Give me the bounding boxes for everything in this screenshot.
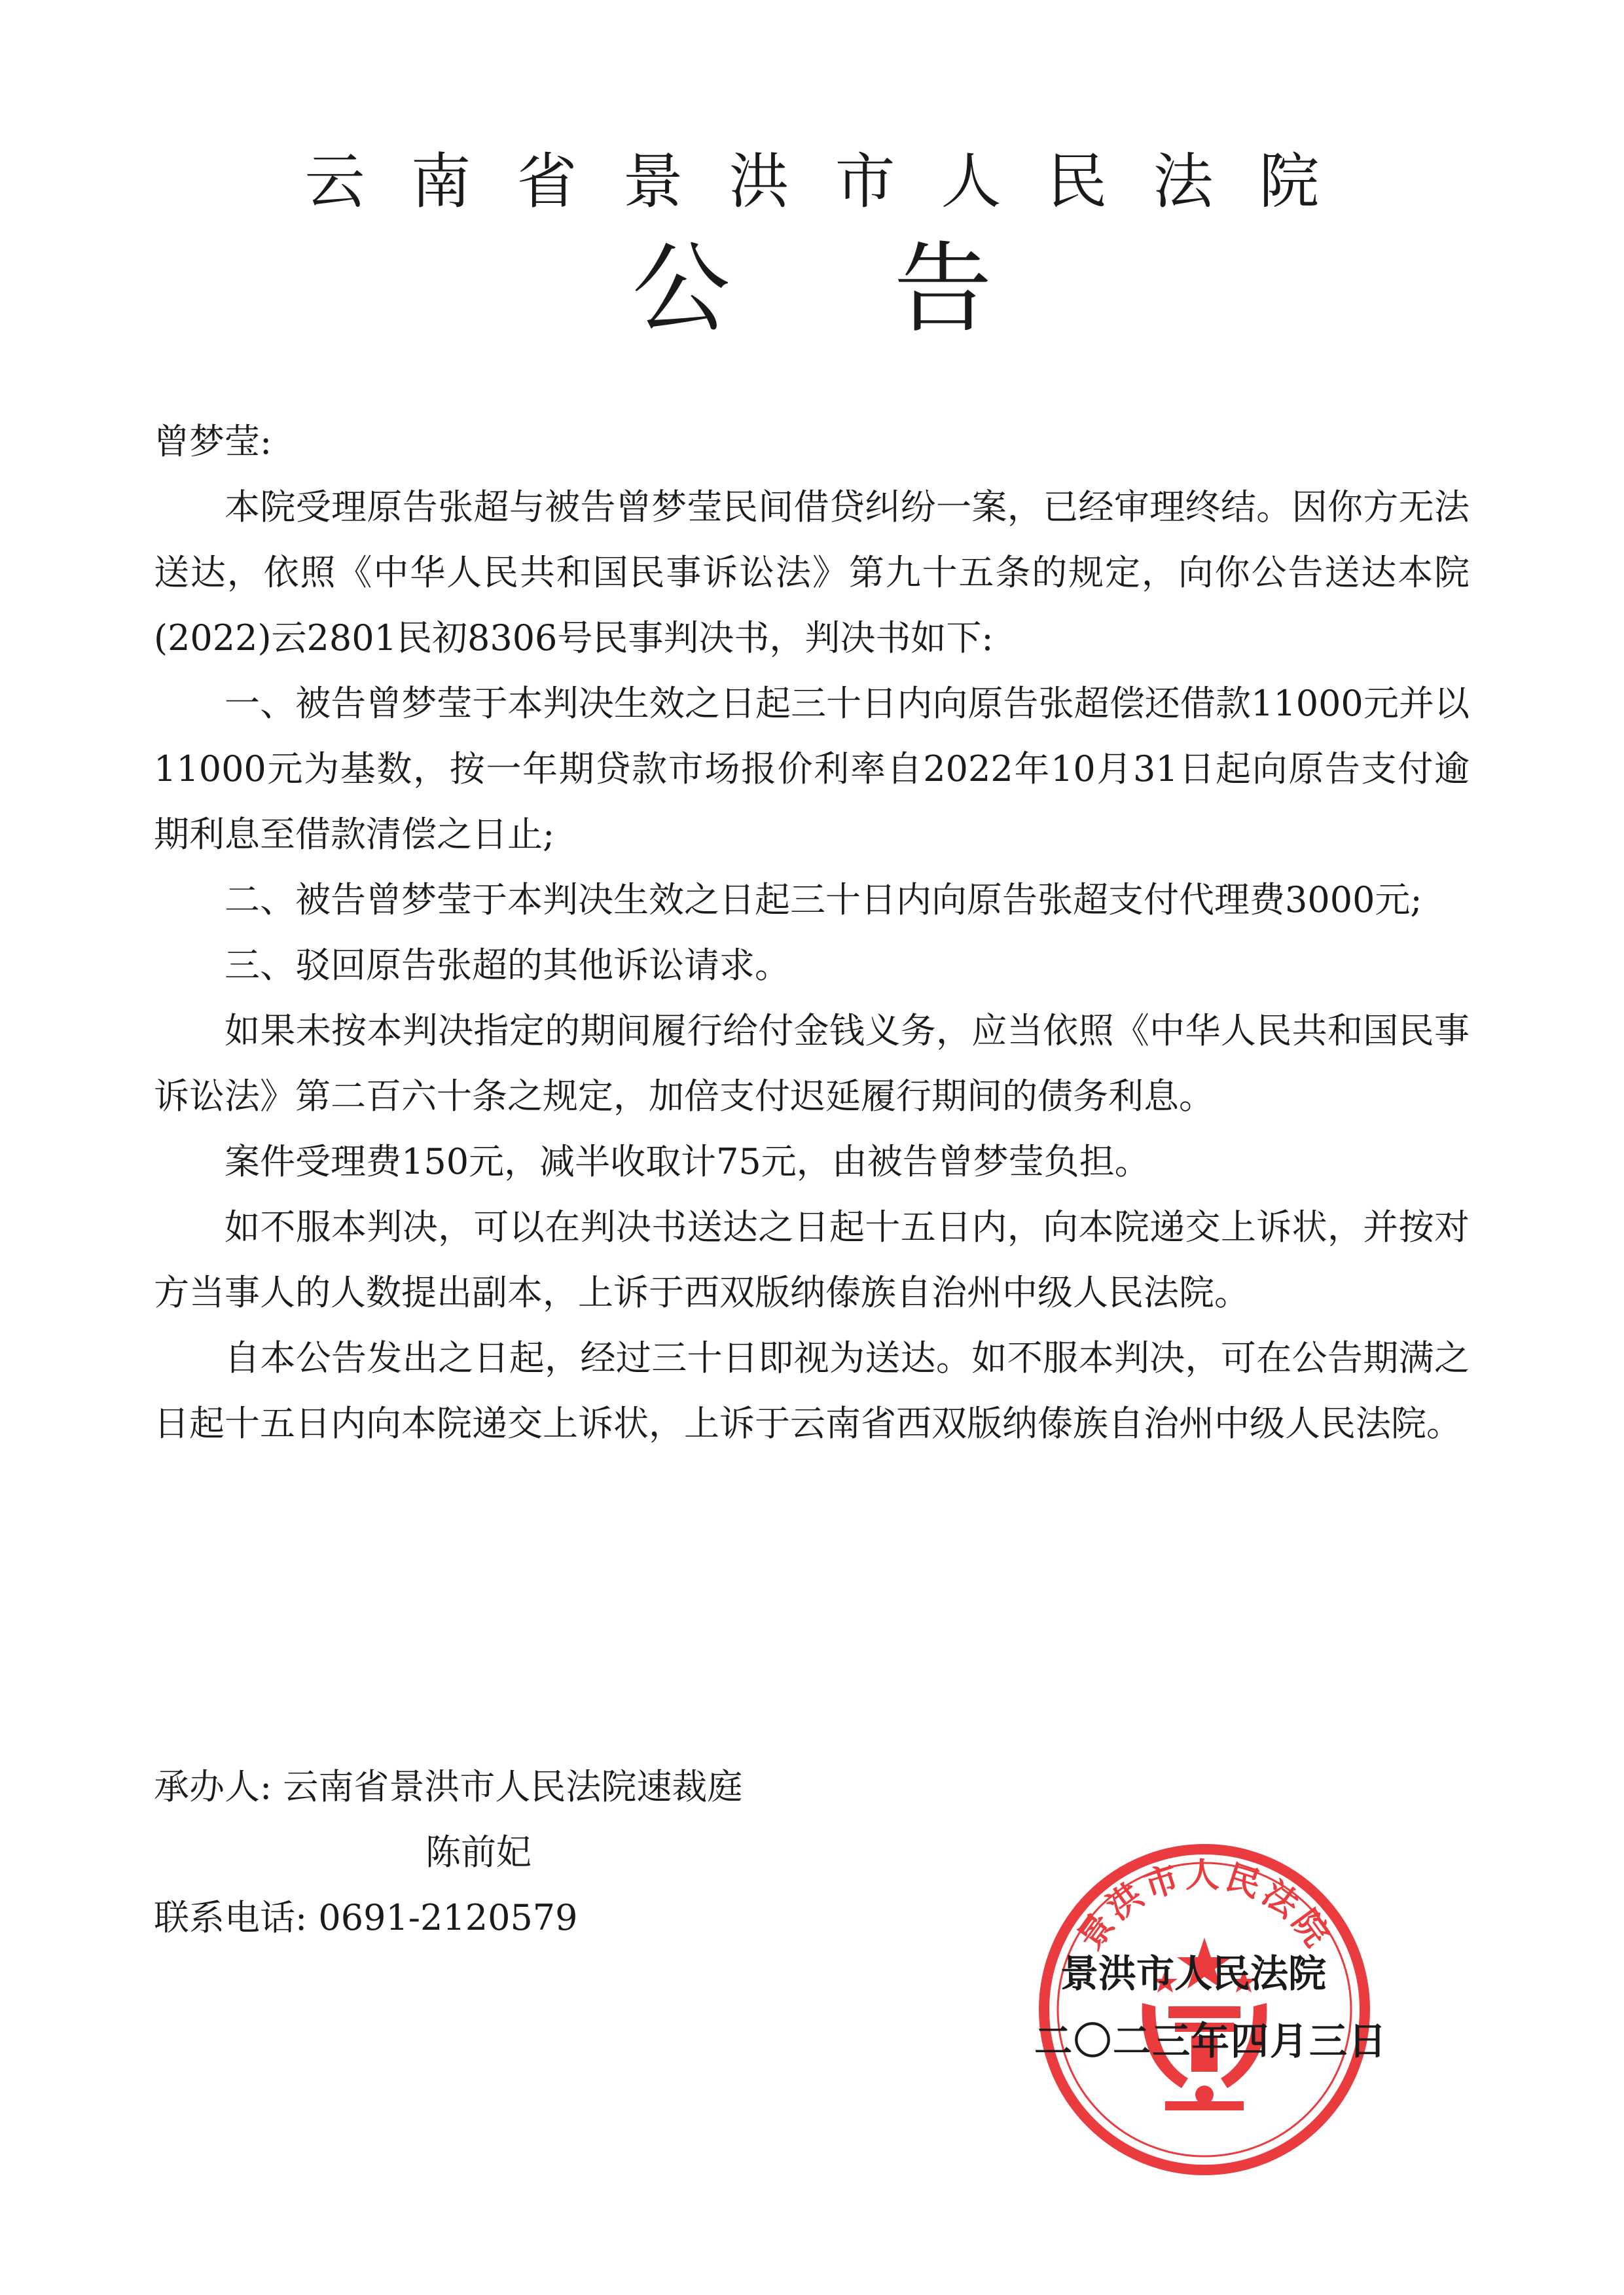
handler-name: 陈前妃 xyxy=(425,1832,532,1873)
contact-phone: 联系电话: 0691-2120579 xyxy=(154,1897,578,1938)
handler-line: 承办人: 云南省景洪市人民法院速裁庭 xyxy=(154,1766,743,1807)
paragraph-service-notice: 自本公告发出之日起，经过三十日即视为送达。如不服本判决，可在公告期满之日起十五日内向本院递交上诉状，上诉于云南省西双版纳傣族自治州中级人民法院。 xyxy=(154,1337,1470,1444)
paragraph-case-fee: 案件受理费150元，减半收取计75元，由被告曾梦莹负担。 xyxy=(225,1141,1150,1182)
paragraph-delay-interest: 如果未按本判决指定的期间履行给付金钱义务，应当依照《中华人民共和国民事诉讼法》第二百六十条之规定，加倍支付迟延履行期间的债务利息。 xyxy=(154,1010,1470,1117)
addressee: 曾梦莹: xyxy=(154,421,272,462)
signature-court: 景洪市人民法院 xyxy=(1060,1951,1327,1996)
court-name-heading: 云南省景洪市人民法院 xyxy=(304,147,1365,217)
notice-title: 公告 xyxy=(632,232,1156,346)
paragraph-ruling-3: 三、驳回原告张超的其他诉讼请求。 xyxy=(225,945,790,986)
seal-text: 景洪市人民法院 xyxy=(1070,1855,1339,1957)
paragraph-ruling-2: 二、被告曾梦莹于本判决生效之日起三十日内向原告张超支付代理费3000元; xyxy=(225,879,1422,920)
signature-date: 二〇二三年四月三日 xyxy=(1034,2019,1388,2063)
paragraph-appeal: 如不服本判决，可以在判决书送达之日起十五日内，向本院递交上诉状，并按对方当事人的人数提出副本，上诉于西双版纳傣族自治州中级人民法院。 xyxy=(154,1206,1470,1313)
paragraph-ruling-1: 一、被告曾梦莹于本判决生效之日起三十日内向原告张超偿还借款11000元并以11000元为基数，按一年期贷款市场报价利率自2022年10月31日起向原告支付逾期利息至借款清偿之日止; xyxy=(154,683,1470,855)
paragraph-intro: 本院受理原告张超与被告曾梦莹民间借贷纠纷一案，已经审理终结。因你方无法送达，依照《中华人民共和国民事诉讼法》第九十五条的规定，向你公告送达本院(2022)云2801民初8306号民事判决书，判决书如下: xyxy=(154,486,1470,659)
notice-body xyxy=(154,475,1470,1456)
